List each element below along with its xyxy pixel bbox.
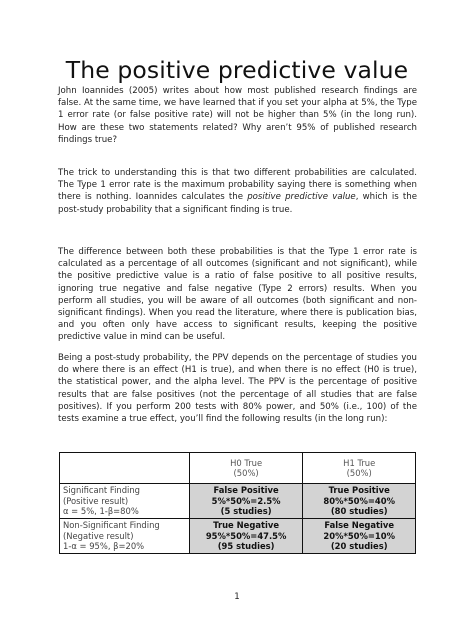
cell-true-positive [303,484,416,519]
cell-true-negative [189,519,303,554]
table-row [60,484,416,519]
header-h0-true [189,453,303,484]
table-corner-cell [60,453,190,484]
row-label-non-significant [60,519,190,554]
cell-line: 5%*50%=2.5% [211,495,281,506]
cell-line: False Negative [324,520,395,531]
cell-line: 20%*50%=10% [323,530,395,541]
cell-line: (80 studies) [330,506,388,517]
paragraph-trick-text-b: , which is the post-study probability that a significant finding is true. [58,192,417,215]
paragraph-difference: The difference between both these probabilities is that the Type 1 error rate is calculated as a percentage of all outcomes (significant and not significant), while the positive predictive value is a ratio of false positive to all positive results, ignoring true negative and false negative (Type 2 errors) results. When you perform all studies, you will be aware of all outcomes (both significant and non-significant findings). When you read the literature, where there is publication bias, and you often only have access to significant results, keeping the positive predictive value in mind can be useful. [58,247,417,343]
header-h1-percent: (50%) [346,468,372,478]
paragraph-intro: John Ioannides (2005) writes about how most published research findings are false. At the same time, we have learned that if you set your alpha at 5%, the Type 1 error rate (or false positive rate) will not be higher than 5% (in the long run). How are these two statements related? Why aren’t 95% of published research findings true? [58,86,417,145]
table-row [60,519,416,554]
ppv-table [59,452,416,554]
paragraph-trick [58,167,417,216]
cell-false-positive [189,484,303,519]
row-label-line: 1-α = 95%, β=20% [63,541,145,552]
page-title: The positive predictive value [65,56,409,84]
row-label-line: α = 5%, 1-β=80% [63,506,139,517]
row-label-line: Significant Finding [63,485,140,496]
header-h1-label: H1 True [343,457,376,468]
header-h0-percent: (50%) [233,468,259,478]
cell-line: False Positive [213,485,279,496]
header-h0-label: H0 True [230,457,263,468]
row-label-line: (Positive result) [63,495,129,506]
row-label-significant [60,484,190,519]
table-header-row [60,453,416,484]
ppv-emphasis: positive predictive value [247,192,356,203]
row-label-line: Non-Significant Finding [63,520,160,531]
paragraph-trick-text-a: The trick to understanding this is that two different probabilities are calculated. The Type 1 error rate is the maximum probability saying there is something when there is nothing. Ioannides calculates the [58,168,417,203]
cell-line: (5 studies) [220,506,272,517]
cell-line: 95%*50%=47.5% [205,530,287,541]
page-number: 1 [234,592,240,602]
cell-line: True Negative [213,520,280,531]
paragraph-ppv: Being a post-study probability, the PPV depends on the percentage of studies you do where there is an effect (H1 is true), and when there is no effect (H0 is true), the statistical power, and the alpha level. The PPV is the percentage of positive results that are false positives (not the percentage of all studies that are false positives). If you perform 200 tests with 80% power, and 50% (i.e., 100) of the tests examine a true effect, you’ll find the following results (in the long run): [58,353,417,425]
cell-line: (20 studies) [330,541,388,552]
row-label-line: (Negative result) [63,530,134,541]
cell-line: True Positive [328,485,390,496]
cell-false-negative [303,519,416,554]
cell-line: (95 studies) [217,541,275,552]
header-h1-true [303,453,416,484]
cell-line: 80%*50%=40% [323,495,395,506]
